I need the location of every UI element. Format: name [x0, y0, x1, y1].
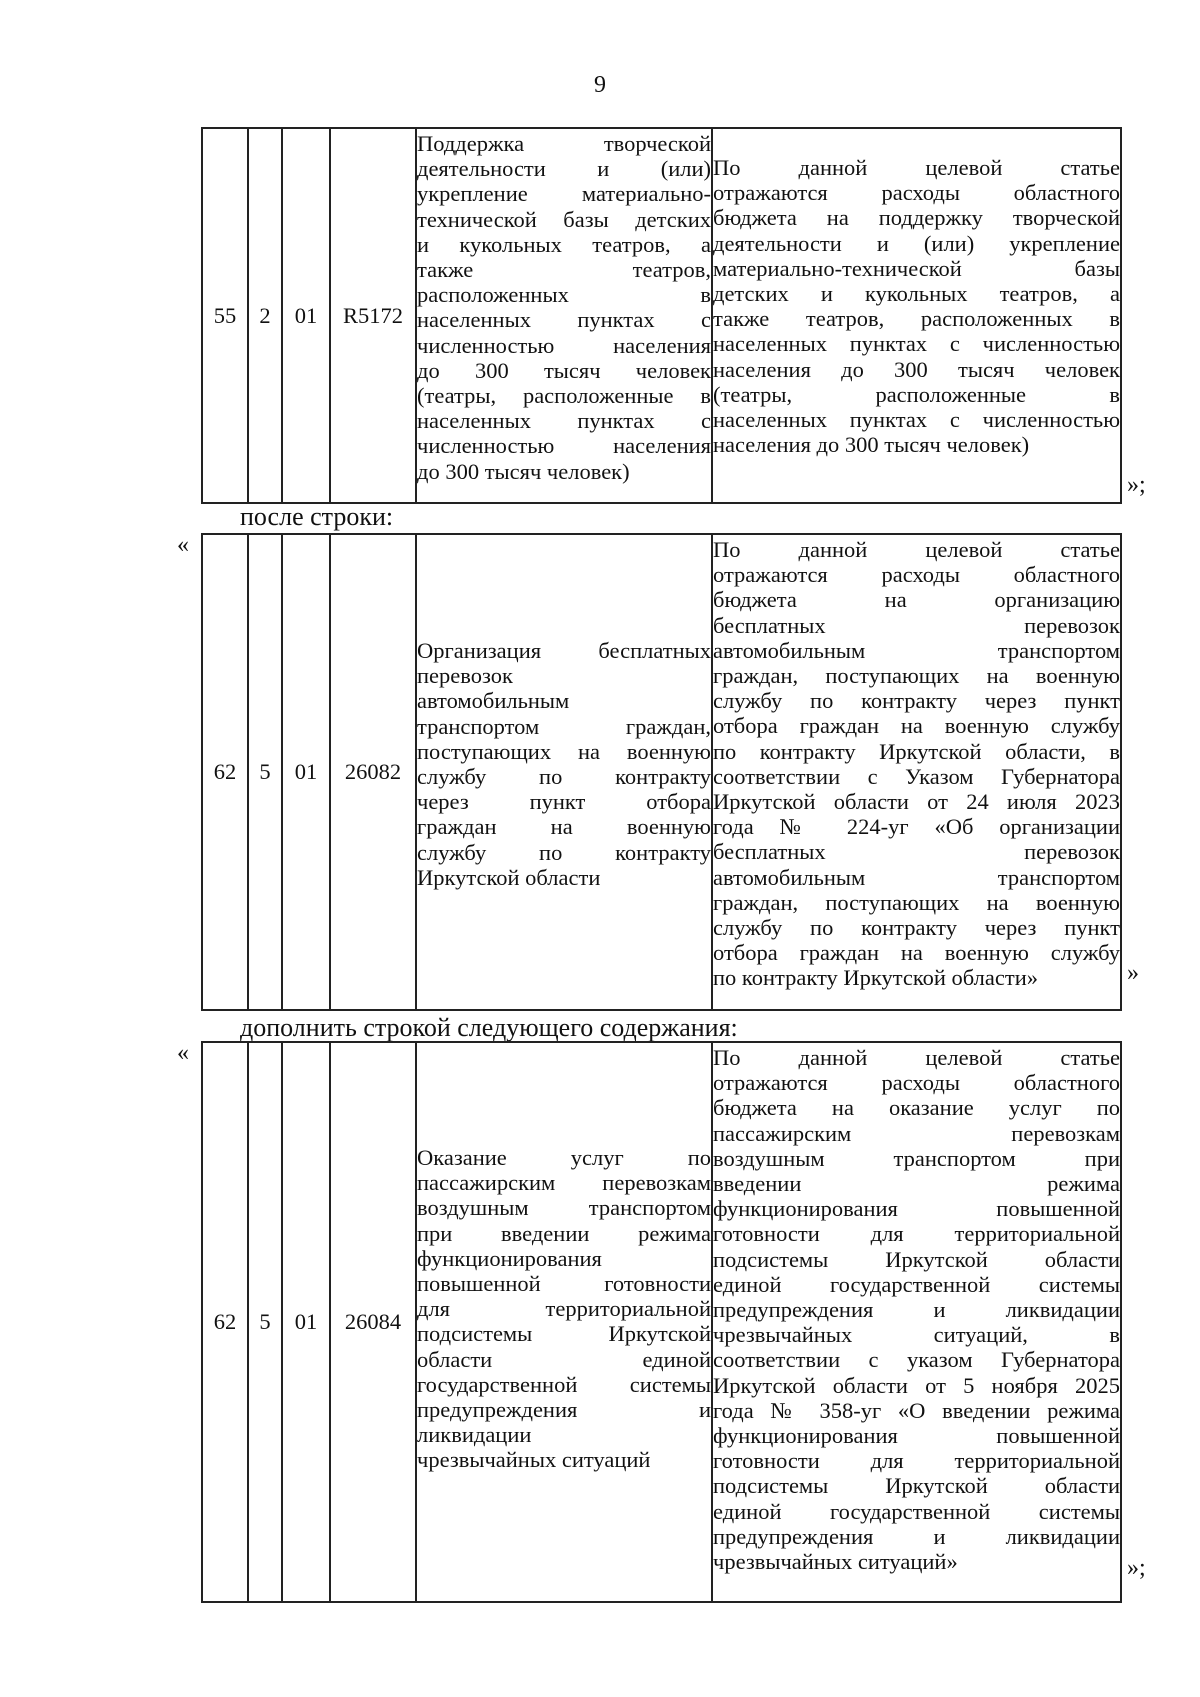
target-article-code: R5172: [330, 128, 416, 503]
name-line: пассажирским перевозкам: [417, 1170, 711, 1196]
name-line: граждан на военную: [417, 814, 711, 840]
description-line: автомобильным транспортом: [713, 864, 1120, 890]
description-line: чрезвычайных ситуаций, в: [713, 1322, 1120, 1348]
description-line: отражаются расходы областного: [713, 180, 1120, 206]
description-line: отражаются расходы областного: [713, 1070, 1120, 1096]
description-line: детских и кукольных театров, а: [713, 281, 1120, 307]
name-line: для территориальной: [417, 1296, 711, 1322]
description-line: отбора граждан на военную службу: [713, 940, 1120, 966]
name-line: через пункт отбора: [417, 789, 711, 815]
description-line: населенных пунктах с численностью: [713, 407, 1120, 433]
code-cell-1: 62: [202, 534, 248, 1010]
name-line: чрезвычайных ситуаций: [417, 1447, 651, 1473]
name-line: ликвидации: [417, 1422, 532, 1448]
code-table-2: [201, 533, 1122, 1011]
name-line: и кукольных театров, а: [417, 231, 711, 257]
name-line: воздушным транспортом: [417, 1195, 711, 1221]
description-line: автомобильным транспортом: [713, 637, 1120, 663]
description-line: функционирования повышенной: [713, 1196, 1120, 1222]
opening-quote: «: [177, 1040, 189, 1066]
name-line: Организация бесплатных: [417, 638, 711, 663]
description-line: отражаются расходы областного: [713, 562, 1120, 588]
name-line: перевозок: [417, 663, 513, 689]
closing-quote: »;: [1127, 472, 1146, 498]
description-line: по контракту Иркутской области, в: [713, 738, 1120, 764]
name-line: области единой: [417, 1346, 711, 1372]
name-line: подсистемы Иркутской: [417, 1321, 711, 1347]
code-cell-3: 01: [282, 1042, 330, 1602]
description-line: подсистемы Иркутской области: [713, 1473, 1120, 1499]
description-line: функционирования повышенной: [713, 1423, 1120, 1449]
description-line: соответствии с указом Губернатора: [713, 1347, 1120, 1373]
description-line: предупреждения и ликвидации: [713, 1523, 1120, 1549]
name-line: деятельности и (или): [417, 156, 711, 182]
description-line: населения до 300 тысяч человек): [713, 432, 1030, 458]
section-caption: дополнить строкой следующего содержания:: [240, 1013, 738, 1042]
name-line: населенных пунктах с: [417, 307, 711, 333]
description-line: введении режима: [713, 1171, 1120, 1197]
description-line: материально-технической базы: [713, 255, 1120, 281]
code-cell-3: 01: [282, 534, 330, 1010]
description-line: года № 358-уг «О введении режима: [713, 1397, 1120, 1423]
name-line: технической базы детских: [417, 206, 711, 232]
description-line: По данной целевой статье: [713, 1045, 1120, 1070]
description-line: граждан, поступающих на военную: [713, 889, 1120, 915]
description-line: чрезвычайных ситуаций»: [713, 1549, 958, 1575]
code-cell-1: 62: [202, 1042, 248, 1602]
code-cell-3: 01: [282, 128, 330, 503]
name-line: до 300 тысяч человек): [417, 458, 630, 484]
table-row: [202, 1042, 1121, 1602]
table-row: [202, 128, 1121, 503]
name-line: Иркутской области: [417, 864, 601, 890]
closing-quote: »: [1127, 960, 1139, 986]
code-cell-2: 2: [248, 128, 282, 503]
name-line: также театров,: [417, 257, 711, 283]
target-article-code: 26082: [330, 534, 416, 1010]
description-line: соответствии с Указом Губернатора: [713, 763, 1120, 789]
table-row: [202, 534, 1121, 1010]
description-line: По данной целевой статье: [713, 155, 1120, 180]
description-line: населения до 300 тысяч человек: [713, 356, 1120, 382]
description-line: Иркутской области от 5 ноября 2025: [713, 1372, 1120, 1398]
name-line: поступающих на военную: [417, 738, 711, 764]
description-line: деятельности и (или) укрепление: [713, 230, 1120, 256]
name-line: Поддержка творческой: [417, 131, 711, 156]
name-line: повышенной готовности: [417, 1271, 711, 1297]
description-line: единой государственной системы: [713, 1498, 1120, 1524]
description-line: отбора граждан на военную службу: [713, 713, 1120, 739]
name-line: функционирования: [417, 1245, 602, 1271]
name-line: транспортом граждан,: [417, 713, 711, 739]
name-line: до 300 тысяч человек: [417, 357, 711, 383]
description-line: бюджета на организацию: [713, 587, 1120, 613]
name-line: численностью населения: [417, 433, 711, 459]
name-line: Оказание услуг по: [417, 1145, 711, 1170]
code-cell-2: 5: [248, 1042, 282, 1602]
target-article-name: [416, 128, 712, 503]
description-line: воздушным транспортом при: [713, 1145, 1120, 1171]
description-line: Иркутской области от 24 июля 2023: [713, 789, 1120, 815]
description-line: граждан, поступающих на военную: [713, 663, 1120, 689]
description-line: службу по контракту через пункт: [713, 688, 1120, 714]
target-article-code: 26084: [330, 1042, 416, 1602]
name-line: службу по контракту: [417, 839, 711, 865]
target-article-description: [712, 534, 1121, 1010]
section-caption: после строки:: [240, 502, 394, 531]
page-number: 9: [594, 72, 606, 98]
code-table-1: [201, 127, 1122, 504]
name-line: населенных пунктах с: [417, 408, 711, 434]
description-line: также театров, расположенных в: [713, 306, 1120, 332]
target-article-description: [712, 1042, 1121, 1602]
description-line: по контракту Иркутской области»: [713, 965, 1039, 991]
description-line: По данной целевой статье: [713, 537, 1120, 562]
description-line: (театры, расположенные в: [713, 381, 1120, 407]
closing-quote: »;: [1127, 1555, 1146, 1581]
description-line: бесплатных перевозок: [713, 839, 1120, 865]
name-line: укрепление материально-: [417, 181, 711, 207]
name-line: при введении режима: [417, 1220, 711, 1246]
description-line: готовности для территориальной: [713, 1448, 1120, 1474]
name-line: государственной системы: [417, 1371, 711, 1397]
description-line: бесплатных перевозок: [713, 612, 1120, 638]
name-line: (театры, расположенные в: [417, 383, 711, 409]
code-cell-1: 55: [202, 128, 248, 503]
description-line: бюджета на оказание услуг по: [713, 1095, 1120, 1121]
target-article-description: [712, 128, 1121, 503]
description-line: единой государственной системы: [713, 1271, 1120, 1297]
target-article-name: [416, 534, 712, 1010]
target-article-name: [416, 1042, 712, 1602]
opening-quote: «: [177, 532, 189, 558]
description-line: готовности для территориальной: [713, 1221, 1120, 1247]
description-line: предупреждения и ликвидации: [713, 1297, 1120, 1323]
description-line: службу по контракту через пункт: [713, 915, 1120, 941]
name-line: предупреждения и: [417, 1397, 711, 1423]
description-line: населенных пунктах с численностью: [713, 331, 1120, 357]
code-cell-2: 5: [248, 534, 282, 1010]
description-line: подсистемы Иркутской области: [713, 1246, 1120, 1272]
description-line: бюджета на поддержку творческой: [713, 205, 1120, 231]
description-line: пассажирским перевозкам: [713, 1120, 1120, 1146]
name-line: службу по контракту: [417, 764, 711, 790]
code-table-3: [201, 1041, 1122, 1603]
name-line: автомобильным: [417, 688, 570, 714]
description-line: года № 224-уг «Об организации: [713, 814, 1120, 840]
name-line: расположенных в: [417, 282, 711, 308]
name-line: численностью населения: [417, 332, 711, 358]
